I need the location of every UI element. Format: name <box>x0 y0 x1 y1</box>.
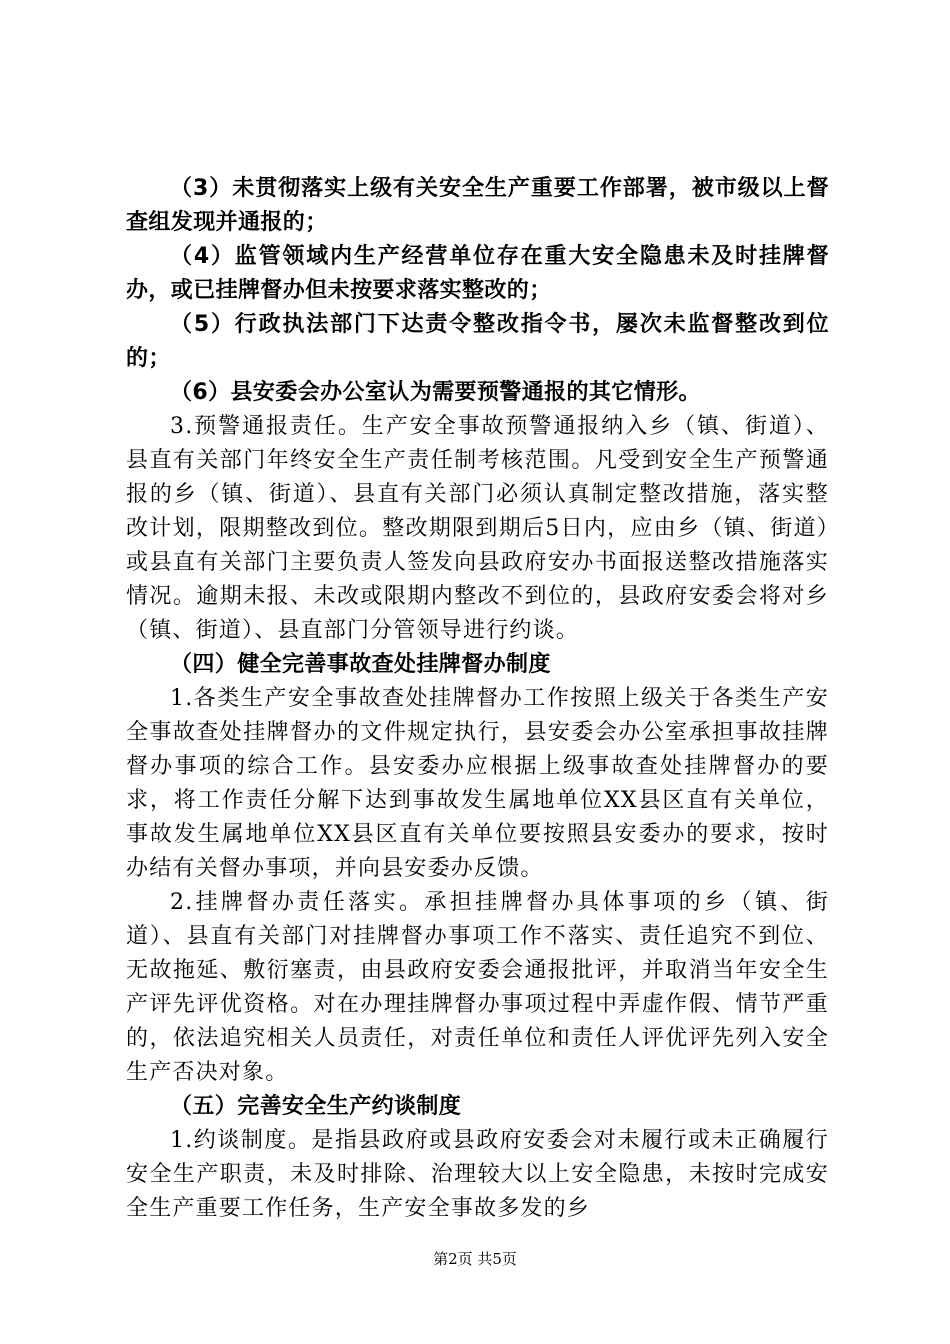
heading-paragraph: （3）未贯彻落实上级有关安全生产重要工作部署，被市级以上督查组发现并通报的； <box>126 176 829 235</box>
body-paragraph: 1.各类生产安全事故查处挂牌督办工作按照上级关于各类生产安全事故查处挂牌督办的文件规定执行，县安委会办公室承担事故挂牌督办事项的综合工作。县安委办应根据上级事故查处挂牌督办的要求，将工作责任分解下达到事故发生属地单位XX县区直有关单位，事故发生属地单位XX县区直有关单位要按照县安委办的要求，按时办结有关督办事项，并向县安委办反馈。 <box>126 686 829 881</box>
document-body <box>126 172 829 1226</box>
body-paragraph: 2.挂牌督办责任落实。承担挂牌督办具体事项的乡（镇、街道）、县直有关部门对挂牌督办事项工作不落实、责任追究不到位、无故拖延、敷衍塞责，由县政府安委会通报批评，并取消当年安全生产评先评优资格。对在办理挂牌督办事项过程中弄虚作假、情节严重的，依法追究相关人员责任，对责任单位和责任人评优评先列入安全生产否决对象。 <box>126 890 829 1085</box>
heading-paragraph: （6）县安委会办公室认为需要预警通报的其它情形。 <box>170 380 701 405</box>
heading-paragraph: （5）行政执法部门下达责令整改指令书，屡次未监督整改到位的； <box>126 312 829 371</box>
page-footer: 第2页 共5页 <box>433 1250 517 1268</box>
body-paragraph: 3.预警通报责任。生产安全事故预警通报纳入乡（镇、街道）、县直有关部门年终安全生产责任制考核范围。凡受到安全生产预警通报的乡（镇、街道）、县直有关部门必须认真制定整改措施，落实整改计划，限期整改到位。整改期限到期后5日内，应由乡（镇、街道）或县直有关部门主要负责人签发向县政府安办书面报送整改措施落实情况。逾期未报、未改或限期内整改不到位的，县政府安委会将对乡（镇、街道）、县直部门分管领导进行约谈。 <box>126 414 829 643</box>
heading-paragraph: （4）监管领域内生产经营单位存在重大安全隐患未及时挂牌督办，或已挂牌督办但未按要求落实整改的； <box>126 244 829 303</box>
body-paragraph: 1.约谈制度。是指县政府或县政府安委会对未履行或未正确履行安全生产职责，未及时排除、治理较大以上安全隐患，未按时完成安全生产重要工作任务，生产安全事故多发的乡 <box>126 1128 829 1221</box>
heading-paragraph: （四）健全完善事故查处挂牌督办制度 <box>170 652 551 677</box>
heading-paragraph: （五）完善安全生产约谈制度 <box>170 1094 462 1119</box>
